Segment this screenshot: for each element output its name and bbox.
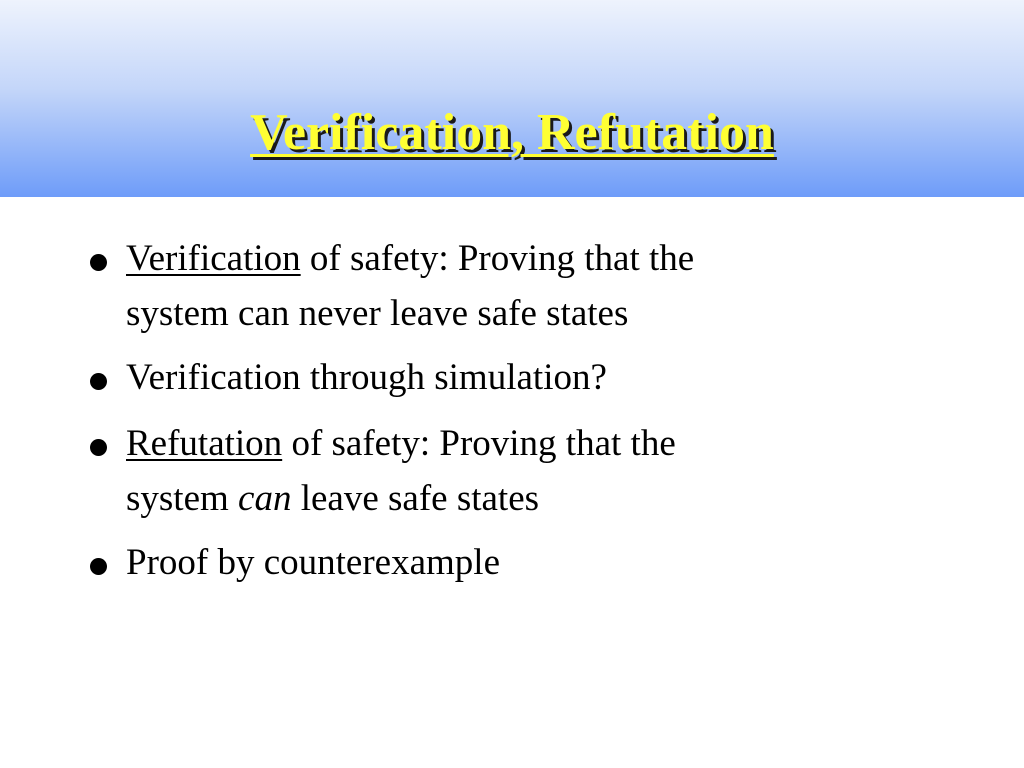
bullet-text-line2-post: leave safe states [291,478,540,519]
bullet-text-line1: Proof by counterexample [126,542,500,583]
bullet-text [126,350,946,405]
bullet-dot-icon [90,254,107,271]
bullet-text-line1: of safety: Proving that the [282,423,676,464]
bullet-text-line2-pre: system [126,478,239,519]
bullet-text [126,416,946,526]
emphasis-can: can [238,478,292,519]
bullet-dot-icon [90,373,107,390]
term-refutation: Refutation [126,423,283,464]
bullet-dot-icon [90,558,107,575]
bullet-text [126,231,946,341]
bullet-text-line1: Verification through simulation? [126,357,607,398]
bullet-text-line2: system can never leave safe states [126,293,629,334]
slide-title-text: Verification, Refutation [250,104,774,161]
term-verification: Verification [126,238,301,279]
bullet-text-line1: of safety: Proving that the [300,238,695,279]
bullet-text [126,535,946,590]
bullet-dot-icon [90,439,107,456]
